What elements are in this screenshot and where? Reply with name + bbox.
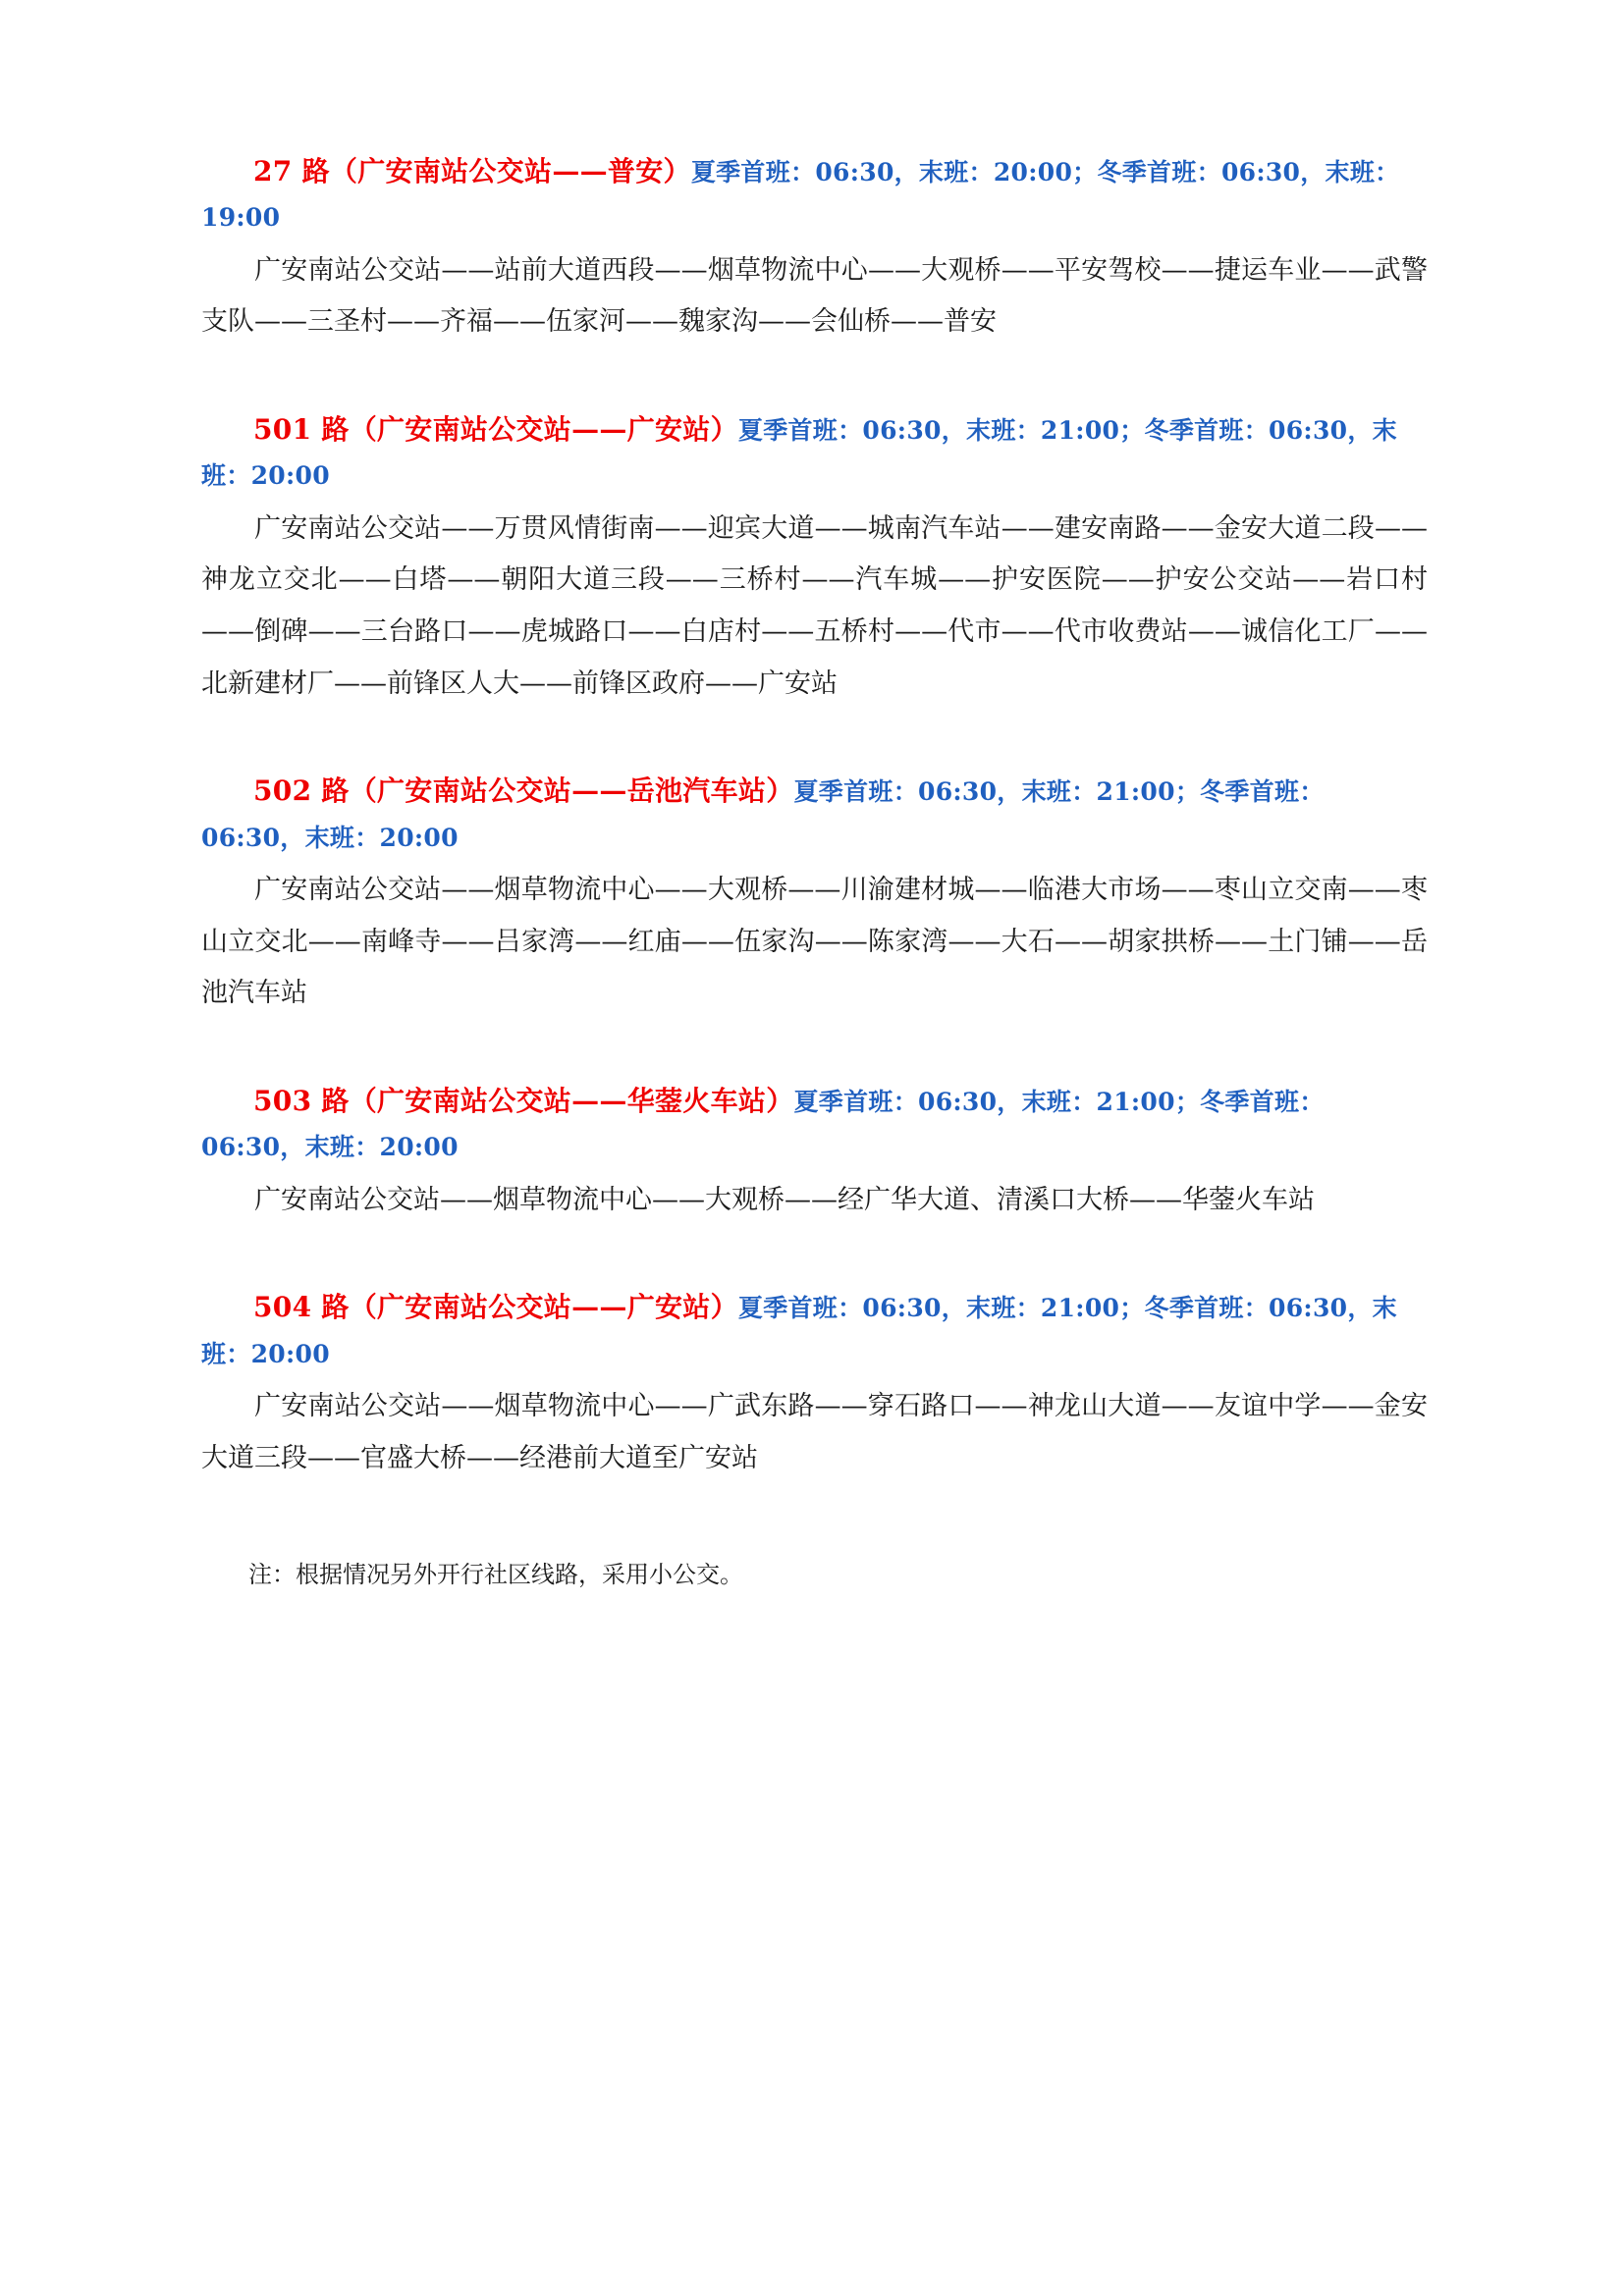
route-stops: 广安南站公交站——站前大道西段——烟草物流中心——大观桥——平安驾校——捷运车业——武警支队——三圣村——齐福——伍家河——魏家沟——会仙桥——普安 (201, 254, 1428, 338)
route-schedule: 夏季首班：06:30，末班：21:00；冬季首班：06:30，末班：20:00 (201, 1088, 1325, 1162)
route-block-27 (201, 147, 1428, 348)
route-heading (201, 767, 1428, 861)
route-name: 504 路（广安南站公交站——广安站） (253, 1291, 738, 1324)
route-name: 27 路（广安南站公交站——普安） (253, 155, 691, 187)
route-schedule: 夏季首班：06:30，末班：21:00；冬季首班：06:30，末班：20:00 (201, 1294, 1397, 1368)
route-heading (201, 147, 1428, 241)
route-block-504 (201, 1283, 1428, 1484)
route-name: 501 路（广安南站公交站——广安站） (253, 413, 738, 447)
route-block-502 (201, 767, 1428, 1020)
route-stops: 广安南站公交站——万贯风情街南——迎宾大道——城南汽车站——建安南路——金安大道二段——神龙立交北——白塔——朝阳大道三段——三桥村——汽车城——护安医院——护安公交站——岩口村——倒碑——三台路口——虎城路口——白店村——五桥村——代市——代市收费站——诚信化工厂——北新建材厂——前锋区人大——前锋区政府——广安站 (201, 512, 1428, 699)
route-heading (201, 1283, 1428, 1377)
footnote: 注：根据情况另外开行社区线路，采用小公交。 (248, 1561, 743, 1589)
route-stops: 广安南站公交站——烟草物流中心——广武东路——穿石路口——神龙山大道——友谊中学——金安大道三段——官盛大桥——经港前大道至广安站 (201, 1391, 1428, 1473)
route-schedule: 夏季首班：06:30，末班：21:00；冬季首班：06:30，末班：20:00 (201, 777, 1325, 852)
route-name: 503 路（广安南站公交站——华蓥火车站） (253, 1085, 794, 1118)
route-name: 502 路（广安南站公交站——岳池汽车站） (253, 774, 794, 808)
route-stops: 广安南站公交站——烟草物流中心——大观桥——川渝建材城——临港大市场——枣山立交南——枣山立交北——南峰寺——吕家湾——红庙——伍家沟——陈家湾——大石——胡家拱桥——土门铺——岳池汽车站 (201, 875, 1428, 1009)
route-heading (201, 1077, 1428, 1171)
route-block-503 (201, 1077, 1428, 1226)
route-heading (201, 405, 1428, 500)
route-stops: 广安南站公交站——烟草物流中心——大观桥——经广华大道、清溪口大桥——华蓥火车站 (254, 1184, 1315, 1215)
route-block-501 (201, 405, 1428, 710)
route-schedule: 夏季首班：06:30，末班：20:00；冬季首班：06:30，末班：19:00 (201, 158, 1400, 233)
route-schedule: 夏季首班：06:30，末班：21:00；冬季首班：06:30，末班：20:00 (201, 416, 1397, 491)
